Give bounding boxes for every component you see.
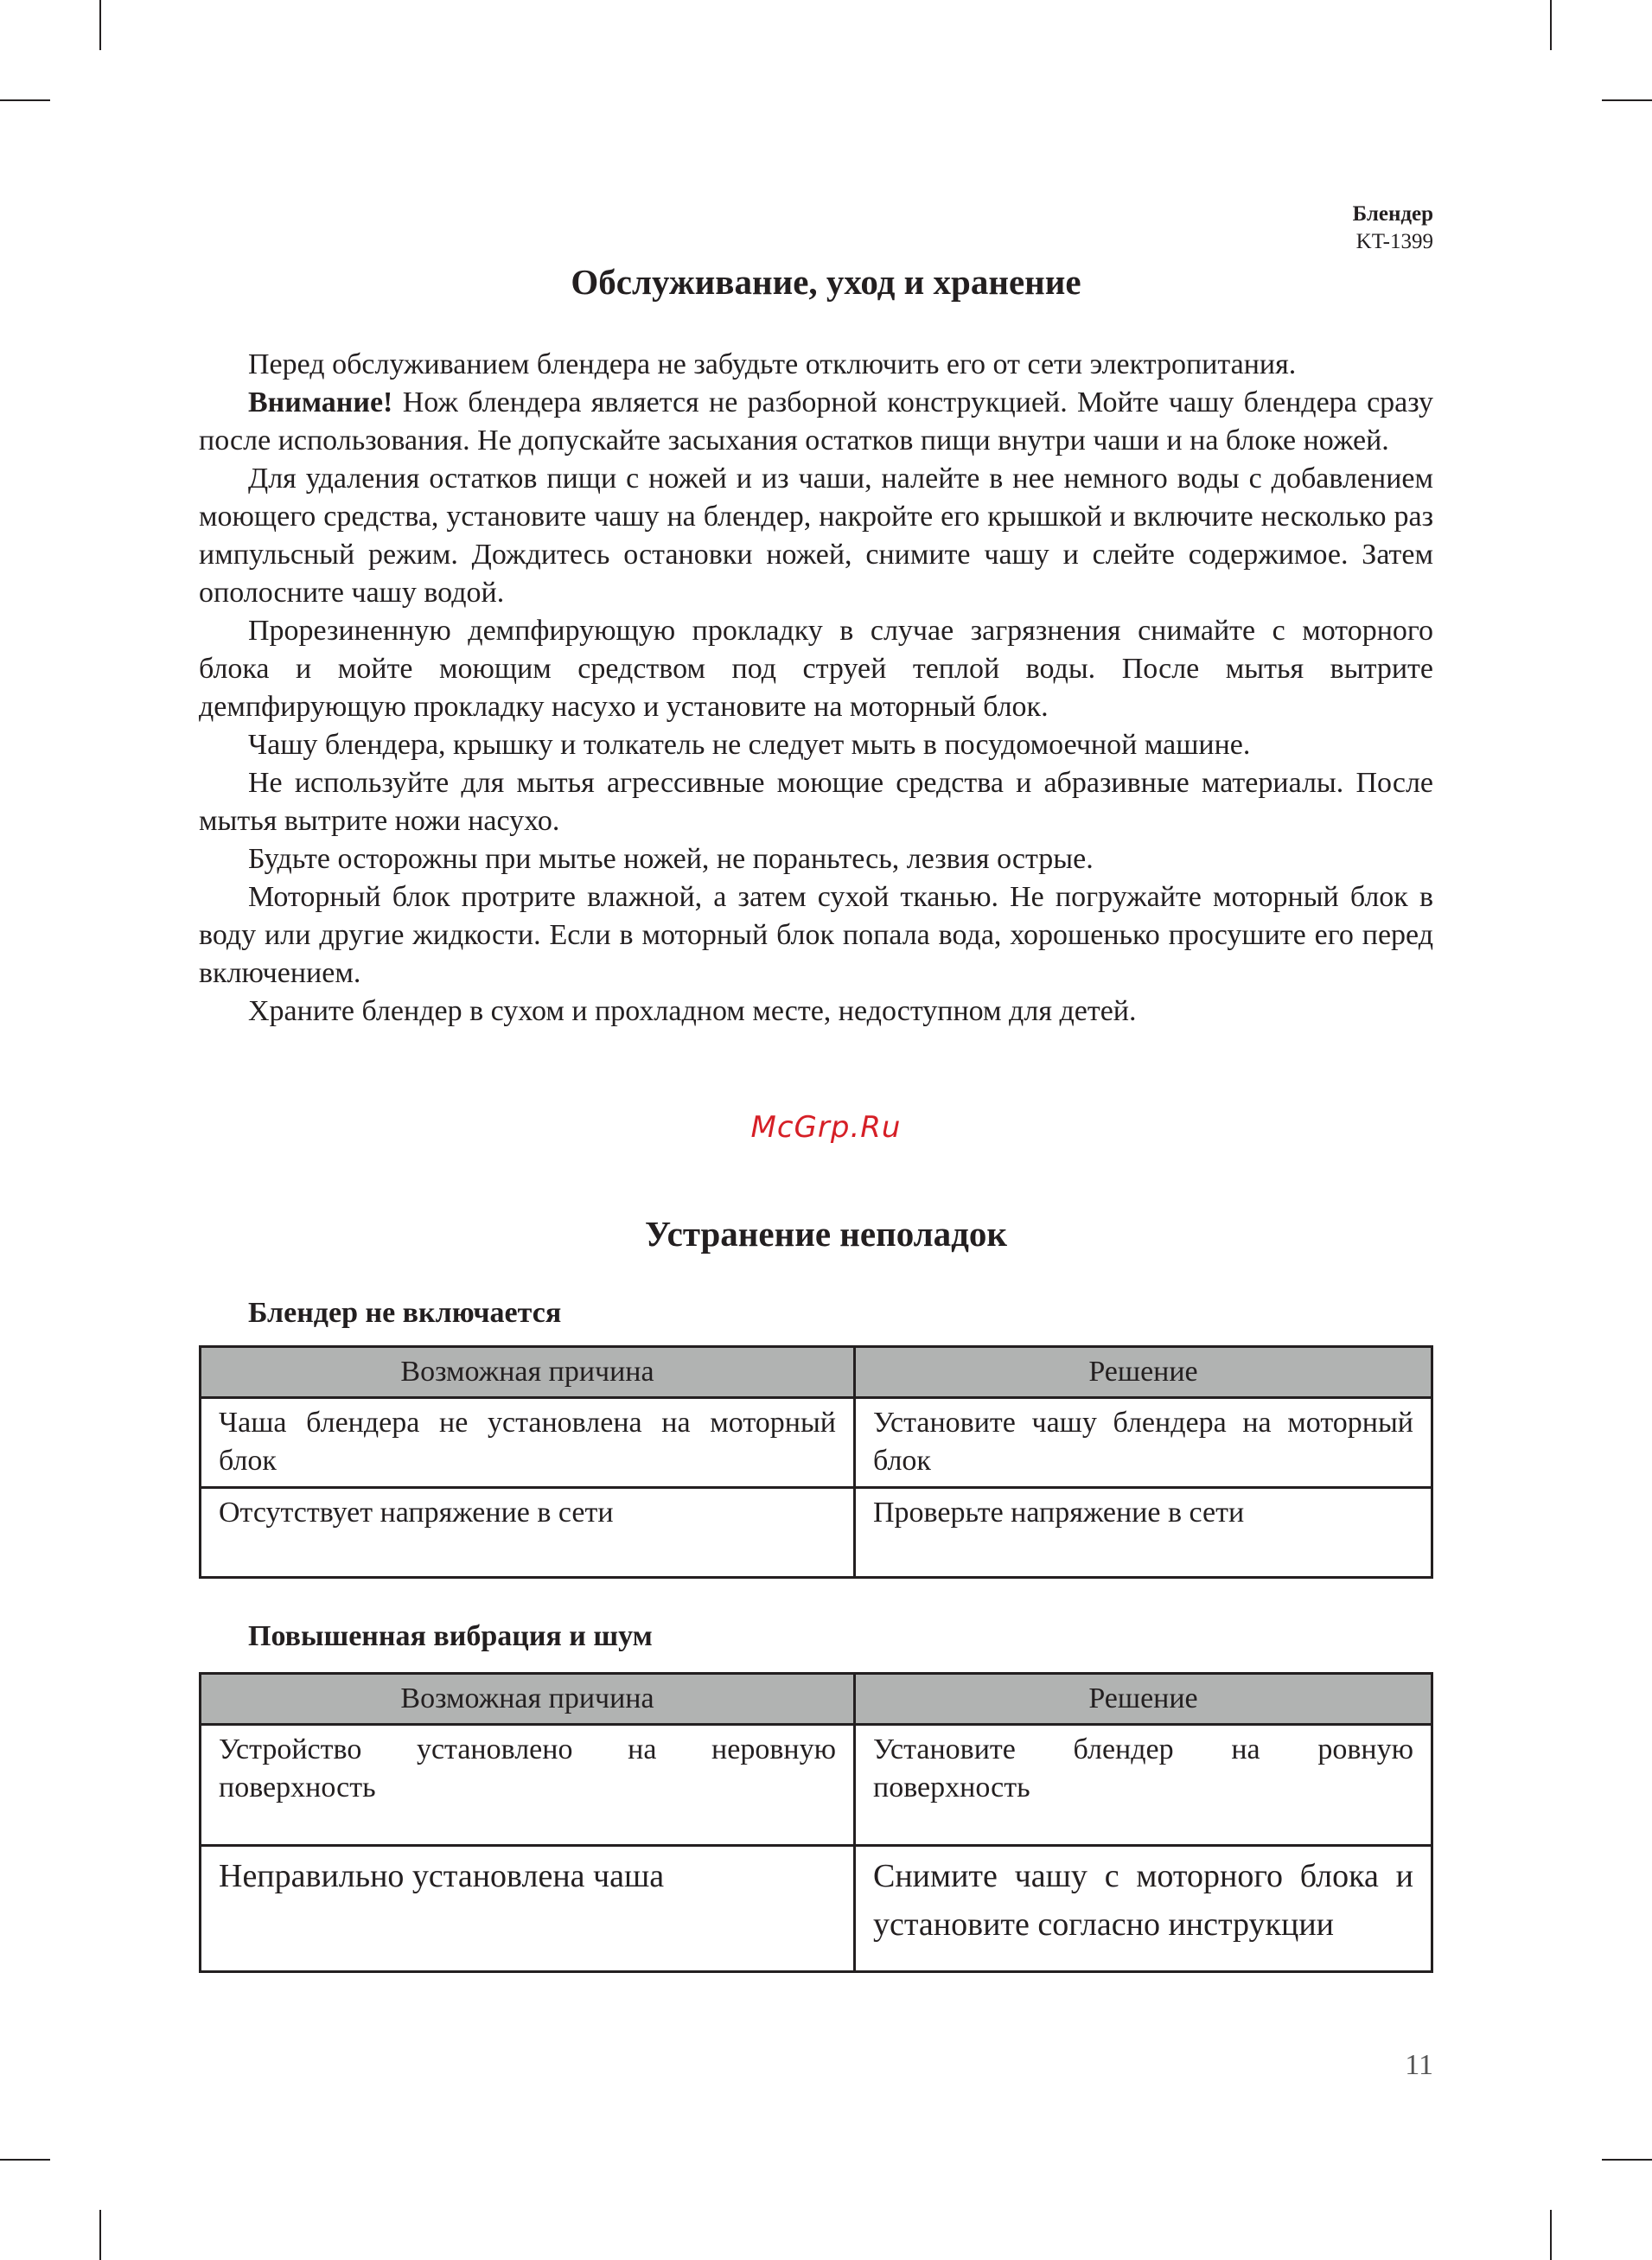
paragraph: Храните блендер в сухом и прохладном месте, недоступном для детей. [248, 995, 1137, 1027]
paragraph: Перед обслуживанием блендера не забудьте отключить его от сети электропитания. [248, 348, 1297, 380]
header-cause: Возможная причина [201, 1347, 855, 1398]
table-row [201, 1398, 1432, 1488]
header-model: KT-1399 [1355, 230, 1433, 253]
header-solution: Решение [855, 1674, 1432, 1725]
cause-cell: Чаша блендера не установлена на моторный блок [201, 1398, 855, 1488]
paragraph: Прорезиненную демпфирующую прокладку в случае загрязнения снимайте с моторного блока и мойте моющим средством под струей теплой воды. После мытья вытрите демпфирующую прокладку насухо и установите на моторный блок. [199, 615, 1433, 723]
crop-mark [0, 2159, 50, 2161]
crop-mark [99, 2210, 101, 2260]
table1-subhead: Блендер не включается [248, 1297, 562, 1329]
paragraph: Моторный блок протрите влажной, а затем сухой тканью. Не погружайте моторный блок в воду или другие жидкости. Если в моторный блок попала вода, хорошенько просушите его перед включением. [199, 881, 1433, 989]
crop-mark [1602, 2159, 1652, 2161]
paragraph: Не используйте для мытья агрессивные моющие средства и абразивные материалы. После мытья вытрите ножи насухо. [199, 767, 1433, 837]
troubleshooting-table-1 [199, 1345, 1433, 1579]
crop-mark [0, 99, 50, 101]
table-row [201, 1846, 1432, 1972]
solution-cell: Установите блендер на ровную поверхность [855, 1725, 1432, 1846]
cause-cell: Отсутствует напряжение в сети [201, 1488, 855, 1578]
attention-label: Внимание! [248, 386, 393, 418]
solution-cell: Проверьте напряжение в сети [855, 1488, 1432, 1578]
header-solution: Решение [855, 1347, 1432, 1398]
table-row [201, 1725, 1432, 1846]
paragraph: Чашу блендера, крышку и толкатель не следует мыть в посудомоечной машине. [248, 729, 1251, 761]
header-brand: Блендер [1352, 202, 1433, 226]
solution-cell: Снимите чашу с моторного блока и установите согласно инструкции [855, 1846, 1432, 1972]
section-title-troubleshooting: Устранение неполадок [644, 1214, 1008, 1254]
section-title-maintenance: Обслуживание, уход и хранение [571, 262, 1081, 302]
header-cause: Возможная причина [201, 1674, 855, 1725]
page-number: 11 [1405, 2049, 1433, 2081]
paragraph: Для удаления остатков пищи с ножей и из чаши, налейте в нее немного воды с добавлением моющего средства, установите чашу на блендер, накройте его крышкой и включите несколько раз импульсный режим. Дождитесь остановки ножей, снимите чашу и слейте содержимое. Затем ополосните чашу водой. [199, 463, 1433, 609]
crop-mark [99, 0, 101, 50]
cause-cell: Неправильно установлена чаша [201, 1846, 855, 1972]
crop-mark [1550, 2210, 1552, 2260]
table-header-row [201, 1674, 1432, 1725]
paragraph: Внимание! Нож блендера является не разборной конструкцией. Мойте чашу блендера сразу после использования. Не допускайте засыхания остатков пищи внутри чаши и на блоке ножей. [199, 386, 1433, 456]
paragraph: Будьте осторожны при мытье ножей, не пораньтесь, лезвия острые. [248, 843, 1094, 875]
crop-mark [1550, 0, 1552, 50]
running-header [1353, 201, 1433, 256]
solution-cell: Установите чашу блендера на моторный блок [855, 1398, 1432, 1488]
table2-subhead: Повышенная вибрация и шум [248, 1620, 653, 1652]
table-header-row [201, 1347, 1432, 1398]
maintenance-text [199, 346, 1433, 1031]
cause-cell: Устройство установлено на неровную поверхность [201, 1725, 855, 1846]
troubleshooting-table-2 [199, 1672, 1433, 1973]
table-row [201, 1488, 1432, 1578]
watermark-link[interactable]: McGrp.Ru [750, 1110, 902, 1145]
crop-mark [1602, 99, 1652, 101]
